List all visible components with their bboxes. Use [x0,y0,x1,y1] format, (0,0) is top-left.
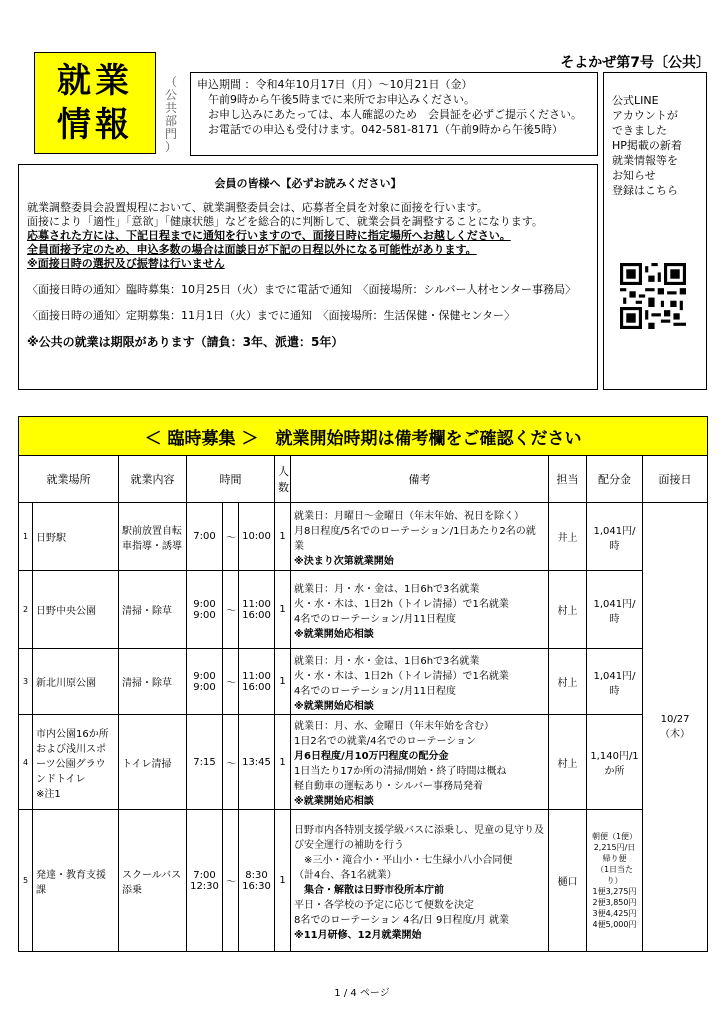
tilde: ～ [223,571,239,649]
note-line: 日野市内各特別支援学級バスに添乗し、児童の見守り及び安全運行の補助を行う [294,824,544,851]
staff-cell: 村上 [549,649,587,715]
people-count: 1 [275,649,291,715]
content-cell: スクールバス添乗 [119,810,187,952]
note-line: 火・水・木は、1日2h（トイレ清掃）で1名就業 [294,598,509,610]
qr-code-icon[interactable] [620,263,686,329]
apply-line: 午前9時から午後5時までに来所でお申込みください。 [197,93,475,106]
row-number: 4 [19,715,33,810]
people-count: 1 [275,503,291,571]
note-line: 4名でのローテーション/月11日程度 [294,685,457,697]
note-line: ※就業開始応相談 [294,628,374,640]
pay-cell: 1,041円/時 [587,503,643,571]
place-cell: 新北川原公園 [33,649,119,715]
place-cell: 日野中央公園 [33,571,119,649]
pay-cell: 朝便（1便） 2,215円/日 帰り便 （1日当たり） 1便3,275円 2便3,850円 3便4,425円 4便5,000円 [587,810,643,952]
note-line: 1日当たり17か所の清掃/開始・終了時間は概ね [294,766,507,777]
place-cell: 市内公園16か所および浅川スポーツ公園グラウンドトイレ ※注1 [33,715,119,810]
note-line: （計4台、各1名就業） [294,869,397,881]
note-line: ※就業開始応相談 [294,700,374,712]
line-account-box: 公式LINE アカウントが できました HP掲載の新着 就業情報等を お知らせ 登録はこちら [603,72,707,390]
notes-cell [291,649,549,715]
note-line: ※11月研修、12月就業開始 [294,929,422,941]
notice-box [18,164,598,390]
issue-label: そよかぜ第7号〔公共〕 [560,55,710,71]
header-content: 就業内容 [119,456,187,503]
notice-text: 面接により「適性」「意欲」「健康状態」などを総合的に判断して、就業会員を調整することになります。 [27,215,543,228]
page-title [34,52,156,154]
note-line: ※三小・滝合小・平山小・七生緑小八小合同便 [294,854,513,866]
notice-text: 就業調整委員会設置規程において、就業調整委員会は、応募者全員を対象に面接を行います。 [27,201,488,214]
interview-notice-regular: 〈面接日時の通知〉定期募集：11月1日（火）までに通知 〈面接場所：生活保健・保健センター〉 [27,309,516,322]
table-row [19,810,708,952]
temp-recruit-banner: ＜ 臨時募集 ＞ 就業開始時期は備考欄をご確認ください [19,417,708,456]
page-footer: 1 / 4 ページ [334,988,390,999]
start-time: 9:00 9:00 [187,571,223,649]
pay-cell: 1,041円/時 [587,571,643,649]
notes-cell [291,810,549,952]
start-time: 7:00 [187,503,223,571]
header-staff: 担当 [549,456,587,503]
end-time: 13:45 [239,715,275,810]
pay-cell: 1,140円/1か所 [587,715,643,810]
table-row [19,503,708,571]
interview-notice-temp: 〈面接日時の通知〉臨時募集：10月25日（火）までに電話で通知 〈面接場所：シルバー人材センター事務局〉 [27,283,577,296]
title-line-2: 情報 [57,105,133,145]
note-line: 就業日：月・水・金は、1日6hで3名就業 [294,655,480,667]
start-time: 7:00 12:30 [187,810,223,952]
header-notes: 備考 [291,456,549,503]
notice-text: ※面接日時の選択及び振替は行いません [27,257,225,270]
header-interview: 面接日 [643,456,708,503]
staff-cell: 村上 [549,571,587,649]
row-number: 5 [19,810,33,952]
note-line: 月8日程度/5名でのローテーション/1日あたり2名の就業 [294,525,536,552]
row-number: 1 [19,503,33,571]
notice-text: 全員面接予定のため、申込多数の場合は面談日が下記の日程以外になる可能性があります。 [27,243,477,256]
pay-cell: 1,041円/時 [587,649,643,715]
term-limit-note: ※公共の就業は期限があります（請負：3年、派遣：5年） [27,335,344,349]
note-line: 8名でのローテーション 4名/日 9日程度/月 就業 [294,914,509,926]
content-cell: 駅前放置自転車指導・誘導 [119,503,187,571]
staff-cell: 樋口 [549,810,587,952]
header-time: 時間 [187,456,275,503]
end-time: 11:00 16:00 [239,571,275,649]
place-cell: 日野駅 [33,503,119,571]
note-line: 就業日：月曜日～金曜日（年末年始、祝日を除く） [294,510,524,522]
people-count: 1 [275,810,291,952]
notes-cell [291,715,549,810]
note-line: 就業日：月、水、金曜日（年末年始を含む） [294,721,494,732]
people-count: 1 [275,571,291,649]
apply-line: お申し込みにあたっては、本人確認のため 会員証を必ずご提示ください。 [197,108,582,121]
tilde: ～ [223,649,239,715]
table-row [19,649,708,715]
header-pay: 配分金 [587,456,643,503]
note-line: 火・水・木は、1日2h（トイレ清掃）で1名就業 [294,670,509,682]
note-line: 集合・解散は日野市役所本庁前 [294,884,444,896]
header-place: 就業場所 [19,456,119,503]
table-row [19,715,708,810]
tilde: ～ [223,503,239,571]
content-cell: トイレ清掃 [119,715,187,810]
public-section-tag: （ 公 共 部 門 ） [164,75,177,154]
tilde: ～ [223,810,239,952]
note-line: 就業日：月・水・金は、1日6hで3名就業 [294,583,480,595]
apply-line: お電話での申込も受付けます。042-581-8171（午前9時から午後5時） [197,123,564,136]
start-time: 9:00 9:00 [187,649,223,715]
notes-cell [291,571,549,649]
job-table [18,416,707,952]
end-time: 11:00 16:00 [239,649,275,715]
row-number: 2 [19,571,33,649]
people-count: 1 [275,715,291,810]
staff-cell: 井上 [549,503,587,571]
notice-heading: 会員の皆様へ【必ずお読みください】 [214,177,402,190]
place-cell: 発達・教育支援課 [33,810,119,952]
notes-cell [291,503,549,571]
end-time: 8:30 16:30 [239,810,275,952]
interview-date: 10/27 （木） [643,503,708,952]
notice-text: 応募された方には、下記日程までに通知を行いますので、面接日時に指定場所へお越しください。 [27,229,511,242]
note-line: 軽自動車の運転あり・シルバー事務局発着 [294,781,484,792]
note-line: 1日2名での就業/4名でのローテーション [294,736,477,747]
header-people: 人数 [275,456,291,503]
row-number: 3 [19,649,33,715]
note-line: ※就業開始応相談 [294,796,374,807]
staff-cell: 村上 [549,715,587,810]
note-line: 平日・各学校の予定に応じて便数を決定 [294,899,474,911]
title-line-1: 就業 [57,61,133,101]
content-cell: 清掃・除草 [119,571,187,649]
tilde: ～ [223,715,239,810]
application-box [190,72,598,156]
table-row [19,571,708,649]
start-time: 7:15 [187,715,223,810]
note-line: 4名でのローテーション/月11日程度 [294,613,457,625]
end-time: 10:00 [239,503,275,571]
note-line: ※決まり次第就業開始 [294,555,394,567]
apply-line: 申込期間 ：令和4年10月17日（月）～10月21日（金） [197,78,473,91]
content-cell: 清掃・除草 [119,649,187,715]
note-line: 月6日程度/月10万円程度の配分金 [294,751,449,762]
